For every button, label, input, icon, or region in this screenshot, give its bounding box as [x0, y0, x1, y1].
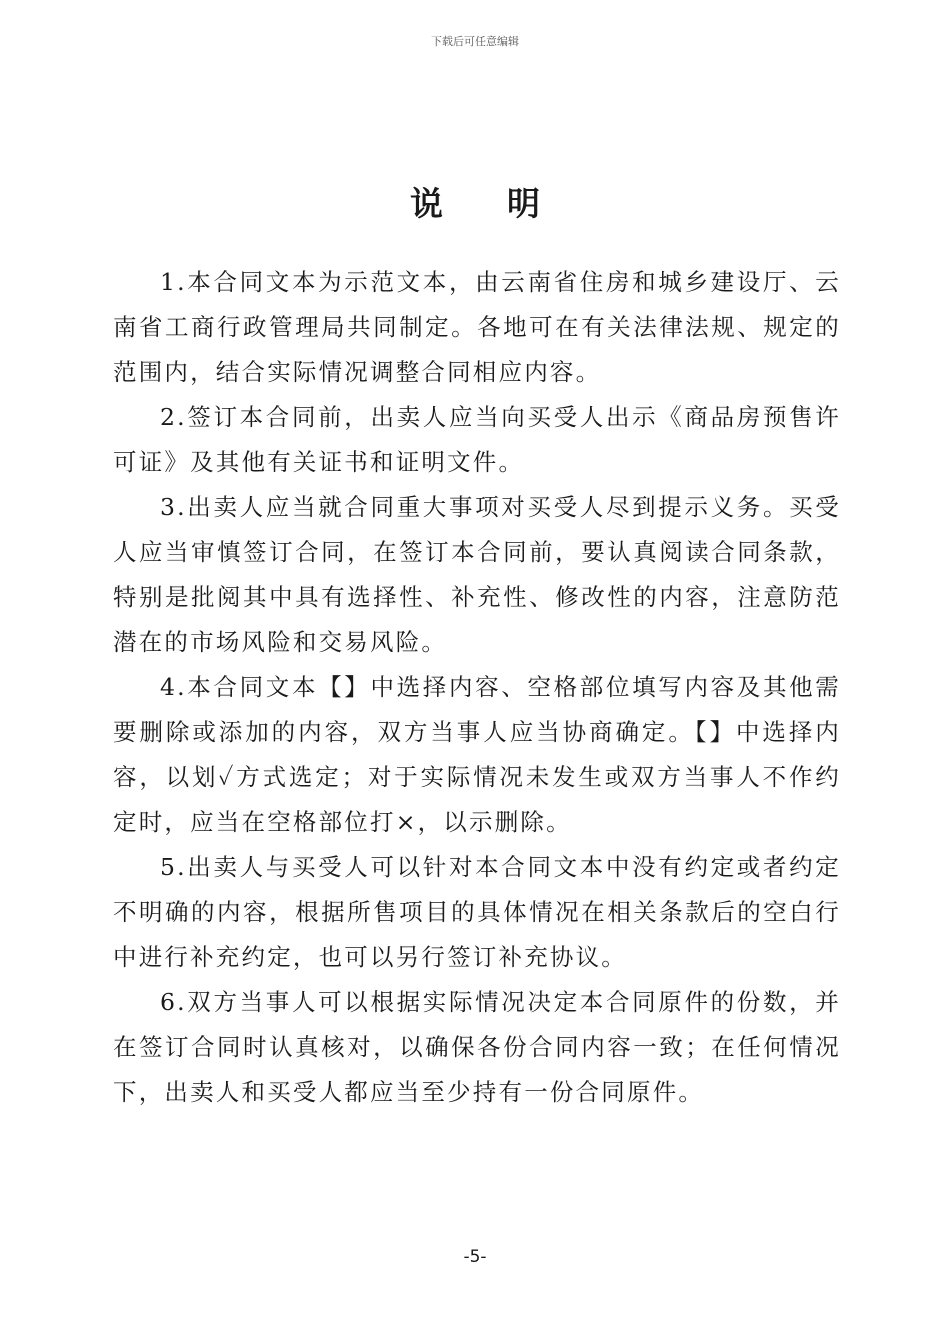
page-title: 说明 [410, 184, 604, 223]
paragraph-4: 4.本合同文本【】中选择内容、空格部位填写内容及其他需要删除或添加的内容，双方当事人应当协商确定。【】中选择内容，以划✓方式选定；对于实际情况未发生或双方当事人不作约定时，应当在空格部位打×，以示删除。 [113, 673, 841, 836]
page-header: 下载后可任意编辑 [431, 35, 519, 48]
page-number: -5- [463, 1247, 487, 1267]
paragraph-1: 1.本合同文本为示范文本，由云南省住房和城乡建设厅、云南省工商行政管理局共同制定。各地可在有关法律法规、规定的范围内，结合实际情况调整合同相应内容。 [113, 268, 841, 386]
paragraph-5: 5.出卖人与买受人可以针对本合同文本中没有约定或者约定不明确的内容，根据所售项目的具体情况在相关条款后的空白行中进行补充约定，也可以另行签订补充协议。 [113, 853, 841, 971]
document-body [113, 260, 841, 1115]
paragraph-3: 3.出卖人应当就合同重大事项对买受人尽到提示义务。买受人应当审慎签订合同，在签订本合同前，要认真阅读合同条款，特别是批阅其中具有选择性、补充性、修改性的内容，注意防范潜在的市场风险和交易风险。 [113, 493, 841, 656]
paragraph-2: 2.签订本合同前，出卖人应当向买受人出示《商品房预售许可证》及其他有关证书和证明文件。 [113, 403, 841, 476]
paragraph-6: 6.双方当事人可以根据实际情况决定本合同原件的份数，并在签订合同时认真核对，以确保各份合同内容一致；在任何情况下，出卖人和买受人都应当至少持有一份合同原件。 [113, 988, 841, 1106]
